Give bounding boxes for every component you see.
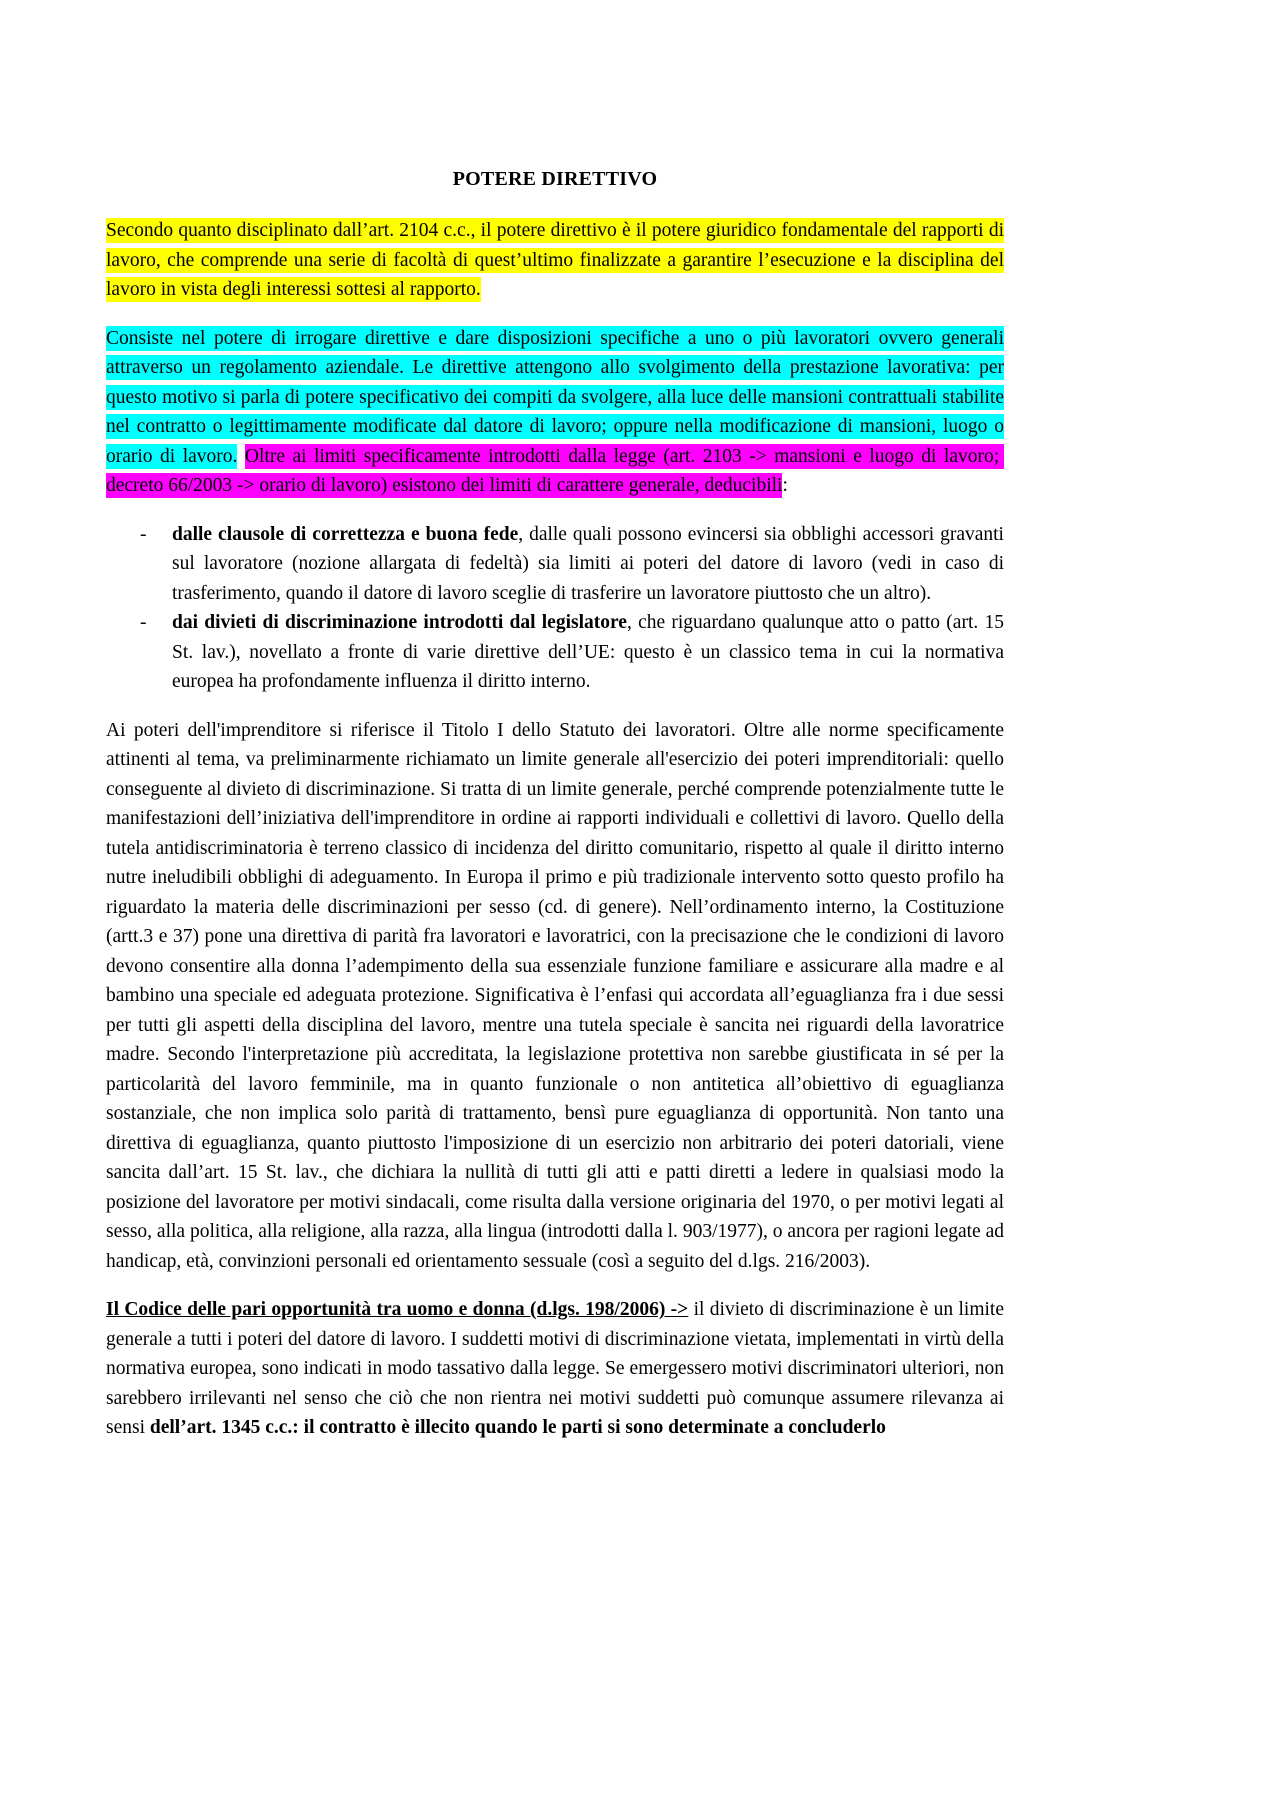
page-title: POTERE DIRETTIVO [452, 168, 658, 190]
yellow-highlight-text: Secondo quanto disciplinato dall’art. 2104 c.c., il potere direttivo è il potere giuridico fondamentale del rapporti di lavoro, che comprende una serie di facoltà di quest’ultimo finalizzate a garantire l’esecuzione e la disciplina del lavoro in vista degli interessi sottesi al rapporto. [106, 220, 1004, 300]
paragraph-statuto [106, 716, 1004, 1277]
codice-heading-bold-underlined: Il Codice delle pari opportunità tra uomo e donna (d.lgs. 198/2006) -> [106, 1299, 689, 1320]
list-item-lead-bold: dai divieti di discriminazione introdotti dal legislatore [172, 612, 627, 633]
list-item-lead-bold: dalle clausole di correttezza e buona fede [172, 523, 519, 545]
paragraph-colon: : [782, 475, 788, 496]
highlight-separator [237, 446, 245, 467]
magenta-highlight-text: Oltre ai limiti specificamente introdotti dalla legge (art. 2103 -> mansioni e luogo di lavoro; decreto 66/2003 -> orario di lavoro) esistono dei limiti di carattere generale, deducibili [106, 445, 1005, 496]
codice-tail-bold: dell’art. 1345 c.c.: il contratto è illecito quando le parti si sono determinate a concluderlo [149, 1417, 886, 1438]
general-limits-list [106, 520, 1004, 697]
paragraph-art2104 [106, 216, 1004, 305]
paragraph-codice-pari-opportunita [106, 1295, 1004, 1443]
list-item-rest: , dalle quali possono evincersi sia obblighi accessori gravanti sul lavoratore (nozione allargata di fedeltà) sia limiti ai poteri del datore di lavoro (vedi in caso di trasferimento, quando il datore di lavoro sceglie di trasferire un lavoratore piuttosto che un altro). [172, 523, 1004, 604]
list-item-rest: , che riguardano qualunque atto o patto (art. 15 St. lav.), novellato a fronte di varie direttive dell’UE: questo è un classico tema in cui la normativa europea ha profondamente influenza il diritto interno. [172, 612, 1004, 692]
cyan-highlight-text: Consiste nel potere di irrogare direttive e dare disposizioni specifiche a uno o più lavoratori ovvero generali attraverso un regolamento aziendale. Le direttive attengono allo svolgimento della prestazione lavorativa: per questo motivo si parla di potere specificativo dei compiti da svolgere, alla luce delle mansioni contrattuali stabilite nel contratto o legittimamente modificate dal datore di lavoro; oppure nella modificazione di mansioni, luogo o orario di lavoro. [106, 327, 1004, 467]
statuto-body-text: Ai poteri dell'imprenditore si riferisce il Titolo I dello Statuto dei lavoratori. Oltre alle norme specificamente attinenti al tema, va preliminarmente richiamato un limite generale all'esercizio dei poteri imprenditoriali: quello conseguente al divieto di discriminazione. Si tratta di un limite generale, perché comprende potenzialmente tutte le manifestazioni dell’iniziativa dell'imprenditore in ordine ai rapporti individuali e collettivi di lavoro. Quello della tutela antidiscriminatoria è terreno classico di incidenza del diritto comunitario, rispetto al quale il diritto interno nutre ineludibili obblighi di adeguamento. In Europa il primo e più tradizionale intervento sotto questo profilo ha riguardato la materia delle discriminazioni per sesso (cd. di genere). Nell’ordinamento interno, la Costituzione (artt.3 e 37) pone una direttiva di parità fra lavoratori e lavoratrici, con la precisazione che le condizioni di lavoro devono consentire alla donna l’adempimento della sua essenziale funzione familiare e assicurare alla madre e al bambino una speciale ed adeguata protezione. Significativa è l’enfasi qui accordata all’eguaglianza fra i due sessi per tutti gli aspetti della disciplina del lavoro, mentre una tutela speciale è sancita nei riguardi della lavoratrice madre. Secondo l'interpretazione più accreditata, la legislazione protettiva non sarebbe giustificata in sé per la particolarità del lavoro femminile, ma in quanto funzionale o non antitetica all’obiettivo di eguaglianza sostanziale, che non implica solo parità di trattamento, bensì pure eguaglianza di opportunità. Non tanto una direttiva di eguaglianza, quanto piuttosto l'imposizione di un esercizio non arbitrario dei poteri datoriali, viene sancita dall’art. 15 St. lav., che dichiara la nullità di tutti gli atti e patti diretti a ledere in qualsiasi modo la posizione del lavoratore per motivi sindacali, come risulta dalla versione originaria del 1970, o per motivi legati al sesso, alla politica, alla religione, alla razza, alla lingua (introdotti dalla l. 903/1977), o ancora per ragioni legate ad handicap, età, convinzioni personali ed orientamento sessuale (così a seguito del d.lgs. 216/2003). [106, 719, 1004, 1272]
list-item-discriminazione [106, 608, 1004, 697]
codice-body-text: il divieto di discriminazione è un limite generale a tutti i poteri del datore di lavoro. I suddetti motivi di discriminazione vietata, implementati in virtù della normativa europea, sono indicati in modo tassativo dalla legge. Se emergessero motivi discriminatori ulteriori, non sarebbero irrilevanti nel senso che ciò che non rientra nei motivi suddetti può comunque assumere rilevanza ai sensi [106, 1299, 1004, 1438]
list-item-correttezza [106, 520, 1004, 609]
paragraph-directive-power [106, 324, 1004, 501]
